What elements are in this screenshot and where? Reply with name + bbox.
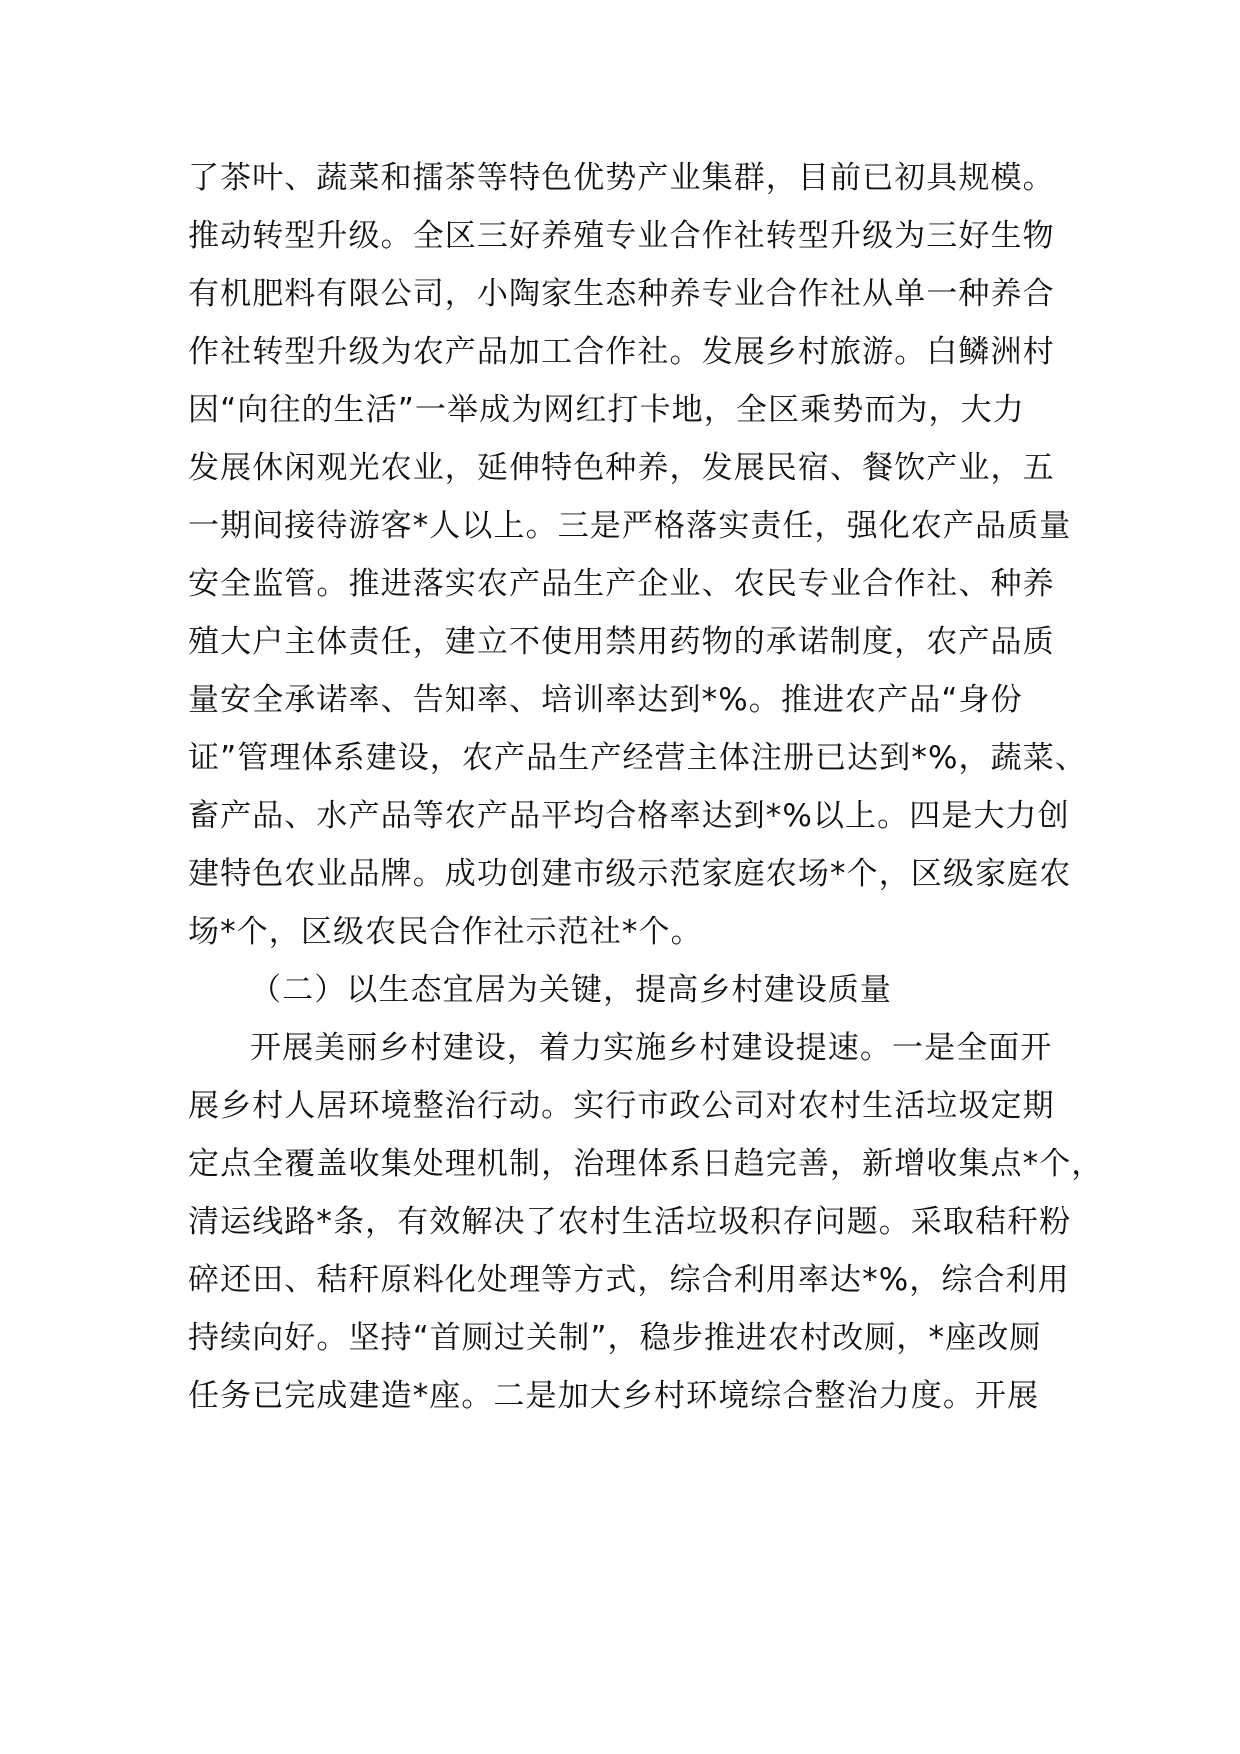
text-line: 碎还田、秸秆原料化处理等方式，综合利用率达*%，综合利用: [188, 1262, 1070, 1298]
text-line: 建特色农业品牌。成功创建市级示范家庭农场*个，区级家庭农: [188, 856, 1072, 892]
text-line: 畜产品、水产品等农产品平均合格率达到*%以上。四是大力创: [188, 798, 1070, 834]
text-line: 场*个，区级农民合作社示范社*个。: [188, 914, 703, 950]
text-line: 量安全承诺率、告知率、培训率达到*%。推进农产品“身份: [188, 682, 1023, 718]
text-line: 任务已完成建造*座。二是加大乡村环境综合整治力度。开展: [188, 1378, 1040, 1414]
text-line: 殖大户主体责任，建立不使用禁用药物的承诺制度，农产品质: [188, 624, 1055, 660]
text-line: 证”管理体系建设，农产品生产经营主体注册已达到*%，蔬菜、: [188, 740, 1087, 776]
text-line: 定点全覆盖收集处理机制，治理体系日趋完善，新增收集点*个，: [188, 1146, 1104, 1182]
text-line: 了茶叶、蔬菜和擂茶等特色优势产业集群，目前已初具规模。: [188, 160, 1055, 196]
text-line: 展乡村人居环境整治行动。实行市政公司对农村生活垃圾定期: [188, 1088, 1055, 1124]
text-line: 开展美丽乡村建设，着力实施乡村建设提速。一是全面开: [250, 1030, 1053, 1066]
text-line: 一期间接待游客*人以上。三是严格落实责任，强化农产品质量: [188, 508, 1072, 544]
text-line: 有机肥料有限公司，小陶家生态种养专业合作社从单一种养合: [188, 276, 1055, 312]
section-heading: （二）以生态宜居为关键，提高乡村建设质量: [250, 972, 892, 1008]
text-line: 安全监管。推进落实农产品生产企业、农民专业合作社、种养: [188, 566, 1055, 602]
text-line: 持续向好。坚持“首厕过关制”，稳步推进农村改厕，*座改厕: [188, 1320, 1042, 1356]
text-line: 因“向往的生活”一举成为网红打卡地，全区乘势而为，大力: [188, 392, 1025, 428]
text-line: 推动转型升级。全区三好养殖专业合作社转型升级为三好生物: [188, 218, 1055, 254]
text-line: 发展休闲观光农业，延伸特色种养，发展民宿、餐饮产业，五: [188, 450, 1055, 486]
text-line: 作社转型升级为农产品加工合作社。发展乡村旅游。白鳞洲村: [188, 334, 1055, 370]
text-line: 清运线路*条，有效解决了农村生活垃圾积存问题。采取秸秆粉: [188, 1204, 1072, 1240]
